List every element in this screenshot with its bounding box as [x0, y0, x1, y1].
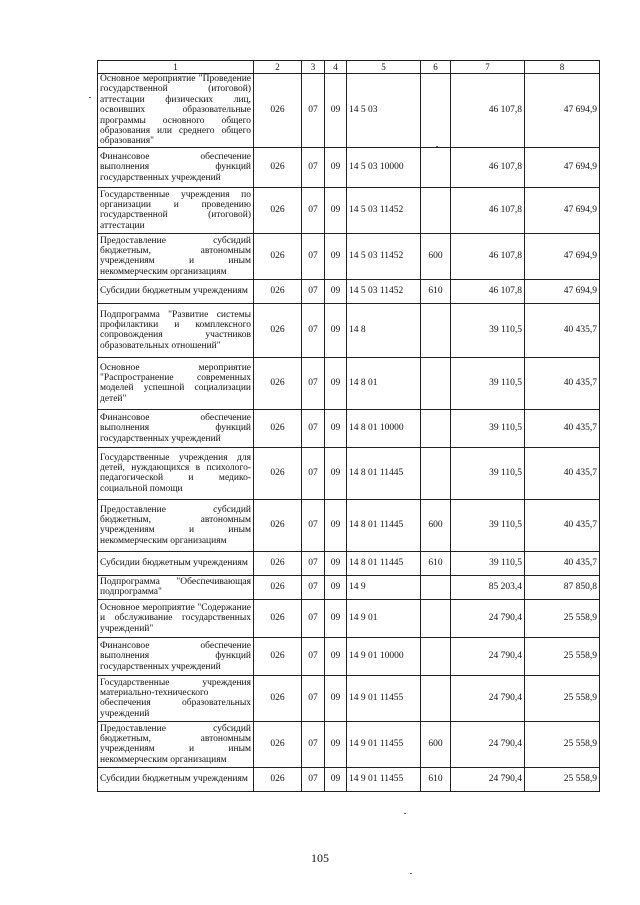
scan-speck — [436, 146, 438, 147]
column-header: 4 — [325, 61, 347, 74]
subsection-code: 09 — [325, 637, 347, 675]
row-name: Государственные учреждения материально-технического обеспечения образовательных учреждений — [98, 675, 254, 721]
expense-kind-code — [421, 147, 451, 187]
amount-year-2: 47 694,9 — [525, 233, 600, 279]
column-header: 2 — [254, 61, 302, 74]
section-code: 07 — [302, 721, 325, 767]
target-code: 14 9 01 11455 — [347, 675, 421, 721]
table-row — [98, 721, 600, 767]
column-header: 5 — [347, 61, 421, 74]
scan-speck — [404, 813, 406, 814]
section-code: 07 — [302, 74, 325, 148]
amount-year-1: 39 110,5 — [451, 357, 525, 409]
expense-kind-code — [421, 187, 451, 233]
expense-kind-code — [421, 409, 451, 447]
row-name: Основное мероприятие "Распространение современных моделей успешной социализации детей" — [98, 357, 254, 409]
table-row — [98, 357, 600, 409]
expense-kind-code — [421, 599, 451, 637]
row-name: Основное мероприятие "Проведение государственной (итоговой) аттестации физических лиц, освоивших образовательные программы основного общего образования или среднего общего образования" — [98, 74, 254, 148]
column-header: 8 — [525, 61, 600, 74]
section-code: 07 — [302, 637, 325, 675]
table-row — [98, 675, 600, 721]
expense-kind-code — [421, 637, 451, 675]
admin-code: 026 — [254, 187, 302, 233]
subsection-code: 09 — [325, 279, 347, 303]
expense-kind-code: 600 — [421, 499, 451, 551]
expense-kind-code — [421, 357, 451, 409]
amount-year-2: 40 435,7 — [525, 499, 600, 551]
amount-year-2: 40 435,7 — [525, 551, 600, 575]
amount-year-1: 39 110,5 — [451, 409, 525, 447]
amount-year-2: 25 558,9 — [525, 675, 600, 721]
amount-year-2: 40 435,7 — [525, 447, 600, 499]
section-code: 07 — [302, 233, 325, 279]
table-row — [98, 303, 600, 357]
scan-speck — [89, 97, 91, 98]
table-row — [98, 767, 600, 791]
amount-year-2: 25 558,9 — [525, 637, 600, 675]
subsection-code: 09 — [325, 147, 347, 187]
budget-table — [97, 60, 600, 792]
section-code: 07 — [302, 447, 325, 499]
row-name: Финансовое обеспечение выполнения функций государственных учреждений — [98, 409, 254, 447]
row-name: Подпрограмма "Развитие системы профилактики и комплексного сопровождения участников образовательных отношений" — [98, 303, 254, 357]
section-code: 07 — [302, 767, 325, 791]
amount-year-1: 24 790,4 — [451, 721, 525, 767]
table-row — [98, 409, 600, 447]
expense-kind-code: 610 — [421, 551, 451, 575]
subsection-code: 09 — [325, 187, 347, 233]
subsection-code: 09 — [325, 575, 347, 599]
section-code: 07 — [302, 357, 325, 409]
admin-code: 026 — [254, 499, 302, 551]
table-row — [98, 637, 600, 675]
subsection-code: 09 — [325, 74, 347, 148]
admin-code: 026 — [254, 551, 302, 575]
section-code: 07 — [302, 551, 325, 575]
column-header: 7 — [451, 61, 525, 74]
amount-year-1: 24 790,4 — [451, 767, 525, 791]
amount-year-1: 39 110,5 — [451, 551, 525, 575]
amount-year-1: 24 790,4 — [451, 637, 525, 675]
admin-code: 026 — [254, 599, 302, 637]
admin-code: 026 — [254, 357, 302, 409]
subsection-code: 09 — [325, 675, 347, 721]
row-name: Субсидии бюджетным учреждениям — [98, 551, 254, 575]
subsection-code: 09 — [325, 599, 347, 637]
admin-code: 026 — [254, 74, 302, 148]
scan-speck — [410, 873, 412, 874]
row-name: Предоставление субсидий бюджетным, автономным учреждениям и иным некоммерческим организациям — [98, 233, 254, 279]
table-row — [98, 551, 600, 575]
amount-year-1: 46 107,8 — [451, 187, 525, 233]
subsection-code: 09 — [325, 721, 347, 767]
table-row — [98, 499, 600, 551]
amount-year-1: 46 107,8 — [451, 74, 525, 148]
column-header: 3 — [302, 61, 325, 74]
target-code: 14 9 01 11455 — [347, 767, 421, 791]
target-code: 14 8 01 11445 — [347, 447, 421, 499]
amount-year-2: 47 694,9 — [525, 74, 600, 148]
section-code: 07 — [302, 675, 325, 721]
expense-kind-code: 600 — [421, 721, 451, 767]
row-name: Подпрограмма "Обеспечивающая подпрограмма" — [98, 575, 254, 599]
target-code: 14 8 01 11445 — [347, 499, 421, 551]
section-code: 07 — [302, 147, 325, 187]
amount-year-1: 24 790,4 — [451, 675, 525, 721]
admin-code: 026 — [254, 637, 302, 675]
amount-year-2: 40 435,7 — [525, 357, 600, 409]
amount-year-1: 39 110,5 — [451, 447, 525, 499]
expense-kind-code — [421, 575, 451, 599]
amount-year-2: 25 558,9 — [525, 721, 600, 767]
subsection-code: 09 — [325, 409, 347, 447]
section-code: 07 — [302, 499, 325, 551]
row-name: Государственные учреждения по организации и проведению государственной (итоговой) аттестации — [98, 187, 254, 233]
expense-kind-code — [421, 675, 451, 721]
table-row — [98, 74, 600, 148]
target-code: 14 9 01 11455 — [347, 721, 421, 767]
amount-year-2: 25 558,9 — [525, 599, 600, 637]
amount-year-1: 46 107,8 — [451, 233, 525, 279]
amount-year-1: 39 110,5 — [451, 303, 525, 357]
table-row — [98, 187, 600, 233]
row-name: Основное мероприятие "Содержание и обслуживание государственных учреждений" — [98, 599, 254, 637]
row-name: Государственные учреждения для детей, нуждающихся в психолого-педагогической и медико-социальной помощи — [98, 447, 254, 499]
subsection-code: 09 — [325, 767, 347, 791]
section-code: 07 — [302, 599, 325, 637]
target-code: 14 5 03 11452 — [347, 279, 421, 303]
target-code: 14 8 01 — [347, 357, 421, 409]
admin-code: 026 — [254, 233, 302, 279]
table-row — [98, 279, 600, 303]
target-code: 14 5 03 11452 — [347, 233, 421, 279]
expense-kind-code — [421, 447, 451, 499]
target-code: 14 5 03 — [347, 74, 421, 148]
subsection-code: 09 — [325, 357, 347, 409]
admin-code: 026 — [254, 279, 302, 303]
section-code: 07 — [302, 187, 325, 233]
subsection-code: 09 — [325, 499, 347, 551]
row-name: Финансовое обеспечение выполнения функций государственных учреждений — [98, 637, 254, 675]
column-header: 1 — [98, 61, 254, 74]
admin-code: 026 — [254, 575, 302, 599]
target-code: 14 9 — [347, 575, 421, 599]
section-code: 07 — [302, 575, 325, 599]
section-code: 07 — [302, 303, 325, 357]
admin-code: 026 — [254, 147, 302, 187]
subsection-code: 09 — [325, 303, 347, 357]
table-row — [98, 575, 600, 599]
admin-code: 026 — [254, 409, 302, 447]
target-code: 14 8 01 11445 — [347, 551, 421, 575]
expense-kind-code: 610 — [421, 279, 451, 303]
subsection-code: 09 — [325, 233, 347, 279]
expense-kind-code — [421, 74, 451, 148]
expense-kind-code — [421, 303, 451, 357]
subsection-code: 09 — [325, 551, 347, 575]
target-code: 14 5 03 11452 — [347, 187, 421, 233]
amount-year-2: 47 694,9 — [525, 279, 600, 303]
target-code: 14 8 01 10000 — [347, 409, 421, 447]
amount-year-2: 40 435,7 — [525, 303, 600, 357]
amount-year-1: 46 107,8 — [451, 147, 525, 187]
amount-year-2: 87 850,8 — [525, 575, 600, 599]
table-header-row — [98, 61, 600, 74]
page-number: 105 — [311, 851, 329, 865]
admin-code: 026 — [254, 767, 302, 791]
admin-code: 026 — [254, 303, 302, 357]
amount-year-2: 47 694,9 — [525, 187, 600, 233]
admin-code: 026 — [254, 447, 302, 499]
table-body — [98, 74, 600, 792]
amount-year-2: 47 694,9 — [525, 147, 600, 187]
row-name: Субсидии бюджетным учреждениям — [98, 767, 254, 791]
section-code: 07 — [302, 279, 325, 303]
amount-year-1: 24 790,4 — [451, 599, 525, 637]
table-row — [98, 599, 600, 637]
amount-year-2: 25 558,9 — [525, 767, 600, 791]
amount-year-2: 40 435,7 — [525, 409, 600, 447]
section-code: 07 — [302, 409, 325, 447]
target-code: 14 5 03 10000 — [347, 147, 421, 187]
table-row — [98, 447, 600, 499]
admin-code: 026 — [254, 675, 302, 721]
row-name: Предоставление субсидий бюджетным, автономным учреждениям и иным некоммерческим организациям — [98, 499, 254, 551]
column-header: 6 — [421, 61, 451, 74]
row-name: Финансовое обеспечение выполнения функций государственных учреждений — [98, 147, 254, 187]
row-name: Предоставление субсидий бюджетным, автономным учреждениям и иным некоммерческим организациям — [98, 721, 254, 767]
expense-kind-code: 600 — [421, 233, 451, 279]
row-name: Субсидии бюджетным учреждениям — [98, 279, 254, 303]
target-code: 14 9 01 10000 — [347, 637, 421, 675]
amount-year-1: 85 203,4 — [451, 575, 525, 599]
table-row — [98, 147, 600, 187]
amount-year-1: 39 110,5 — [451, 499, 525, 551]
table-row — [98, 233, 600, 279]
amount-year-1: 46 107,8 — [451, 279, 525, 303]
admin-code: 026 — [254, 721, 302, 767]
target-code: 14 8 — [347, 303, 421, 357]
expense-kind-code: 610 — [421, 767, 451, 791]
subsection-code: 09 — [325, 447, 347, 499]
target-code: 14 9 01 — [347, 599, 421, 637]
